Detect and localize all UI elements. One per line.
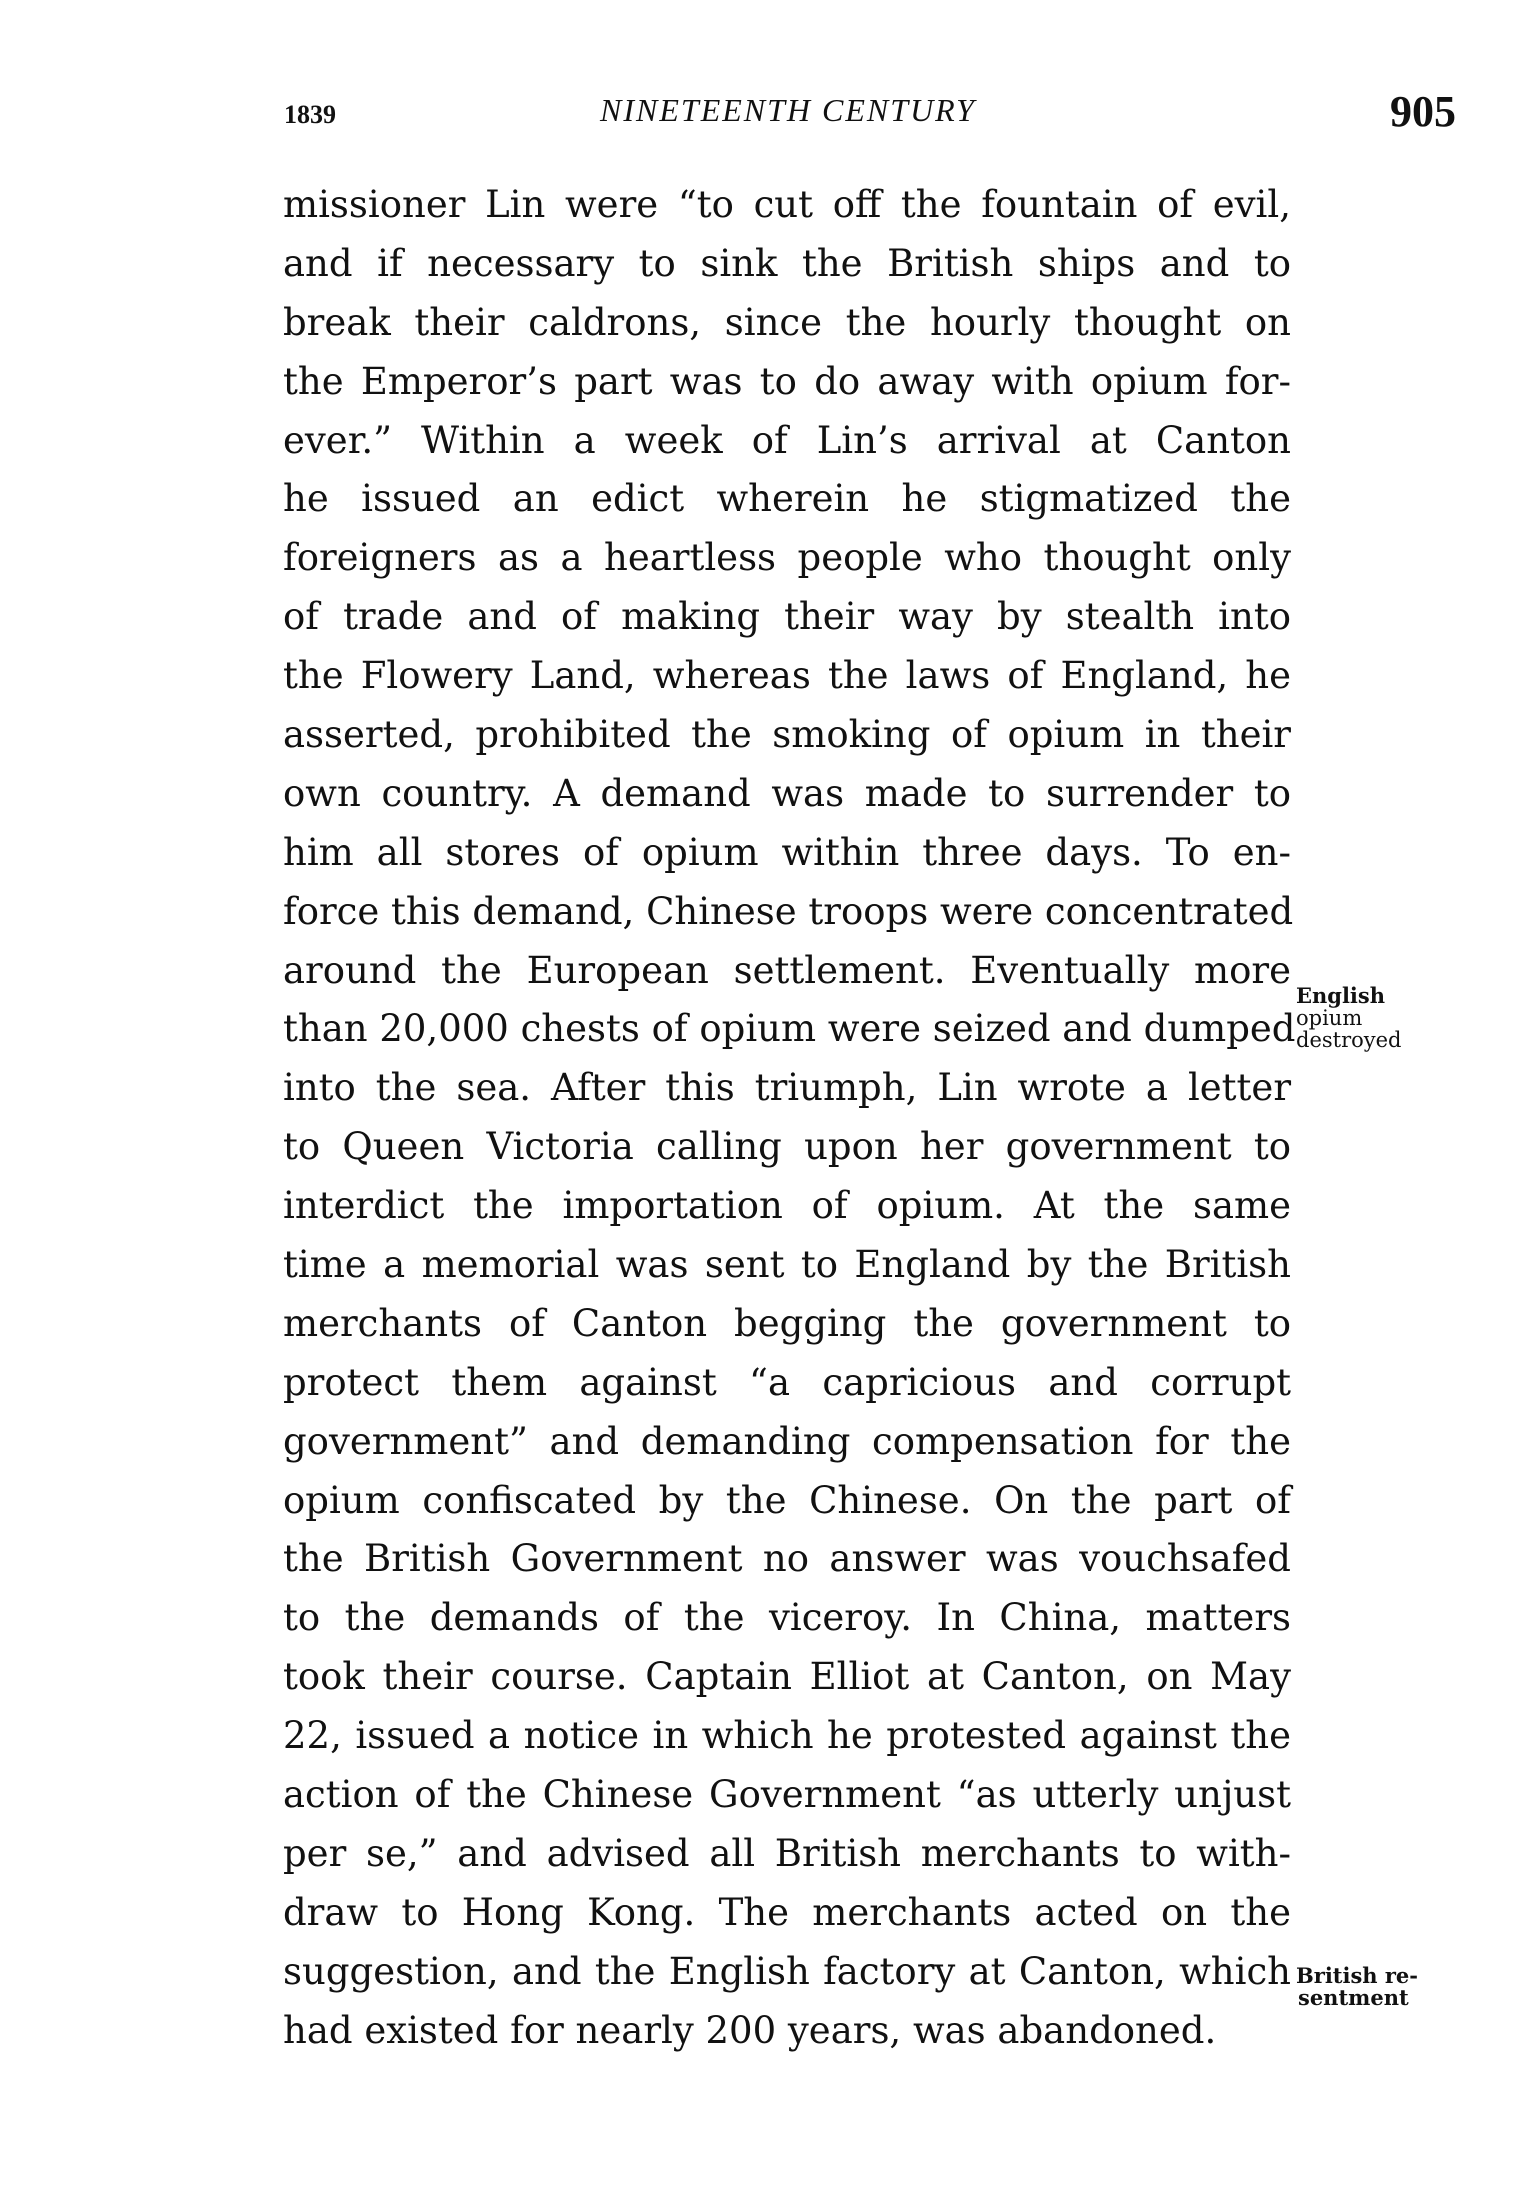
text-line: own country. A demand was made to surrender to [283, 771, 1291, 815]
text-line: him all stores of opium within three days. To en- [283, 830, 1291, 874]
text-line: time a memorial was sent to England by the British [283, 1243, 1291, 1287]
text-line: than 20,000 chests of opium were seized and dumped [283, 1007, 1296, 1051]
margin-note-english-opium-destroyed [1296, 985, 1402, 1051]
text-line: the Flowery Land, whereas the laws of England, he [283, 654, 1291, 698]
body-text [283, 176, 1296, 2061]
text-line: merchants of Canton begging the government to [283, 1301, 1291, 1345]
text-line: of trade and of making their way by stealth into [283, 595, 1291, 639]
page-number: 905 [1390, 87, 1456, 136]
text-line: to the demands of the viceroy. In China, matters [283, 1596, 1291, 1640]
margin-note-line: sentment [1298, 1985, 1409, 2010]
text-line: missioner Lin were “to cut off the fountain of evil, [283, 183, 1291, 226]
text-line: suggestion, and the English factory at Canton, which [283, 1949, 1291, 1993]
text-line: asserted, prohibited the smoking of opium in their [283, 713, 1291, 757]
text-line: the British Government no answer was vouchsafed [283, 1537, 1291, 1581]
text-line: into the sea. After this triumph, Lin wrote a letter [283, 1066, 1291, 1110]
text-line: around the European settlement. Eventually more [283, 948, 1291, 992]
margin-note-line: English [1296, 983, 1386, 1008]
text-line: force this demand, Chinese troops were concentrated [283, 889, 1294, 933]
text-line: to Queen Victoria calling upon her government to [283, 1125, 1291, 1169]
text-line: interdict the importation of opium. At the same [283, 1184, 1291, 1228]
text-line: and if necessary to sink the British ships and to [283, 241, 1291, 285]
text-line: the Emperor’s part was to do away with opium for- [283, 359, 1291, 403]
text-line: opium confiscated by the Chinese. On the part of [283, 1478, 1291, 1522]
margin-note-line: opium [1296, 1006, 1363, 1030]
text-line: had existed for nearly 200 years, was abandoned. [283, 2008, 1217, 2052]
text-line: he issued an edict wherein he stigmatized the [283, 477, 1291, 521]
text-line: draw to Hong Kong. The merchants acted on the [283, 1890, 1291, 1934]
margin-note-line: destroyed [1296, 1028, 1402, 1052]
text-line: per se,” and advised all British merchants to with- [283, 1831, 1291, 1875]
text-line: 22, issued a notice in which he protested against the [283, 1714, 1291, 1758]
text-line: foreigners as a heartless people who thought only [283, 536, 1291, 580]
margin-note-british-resentment [1296, 1965, 1418, 2009]
text-line: ever.” Within a week of Lin’s arrival at Canton [283, 418, 1291, 462]
running-title: NINETEENTH CENTURY [600, 92, 976, 128]
text-line: break their caldrons, since the hourly thought on [283, 300, 1291, 344]
text-line: took their course. Captain Elliot at Canton, on May [283, 1655, 1291, 1699]
text-line: action of the Chinese Government “as utterly unjust [283, 1773, 1291, 1817]
text-line: government” and demanding compensation for the [283, 1419, 1291, 1463]
margin-note-line: British re- [1296, 1963, 1419, 1988]
text-line: protect them against “a capricious and corrupt [283, 1360, 1291, 1404]
header-year: 1839 [284, 100, 336, 129]
